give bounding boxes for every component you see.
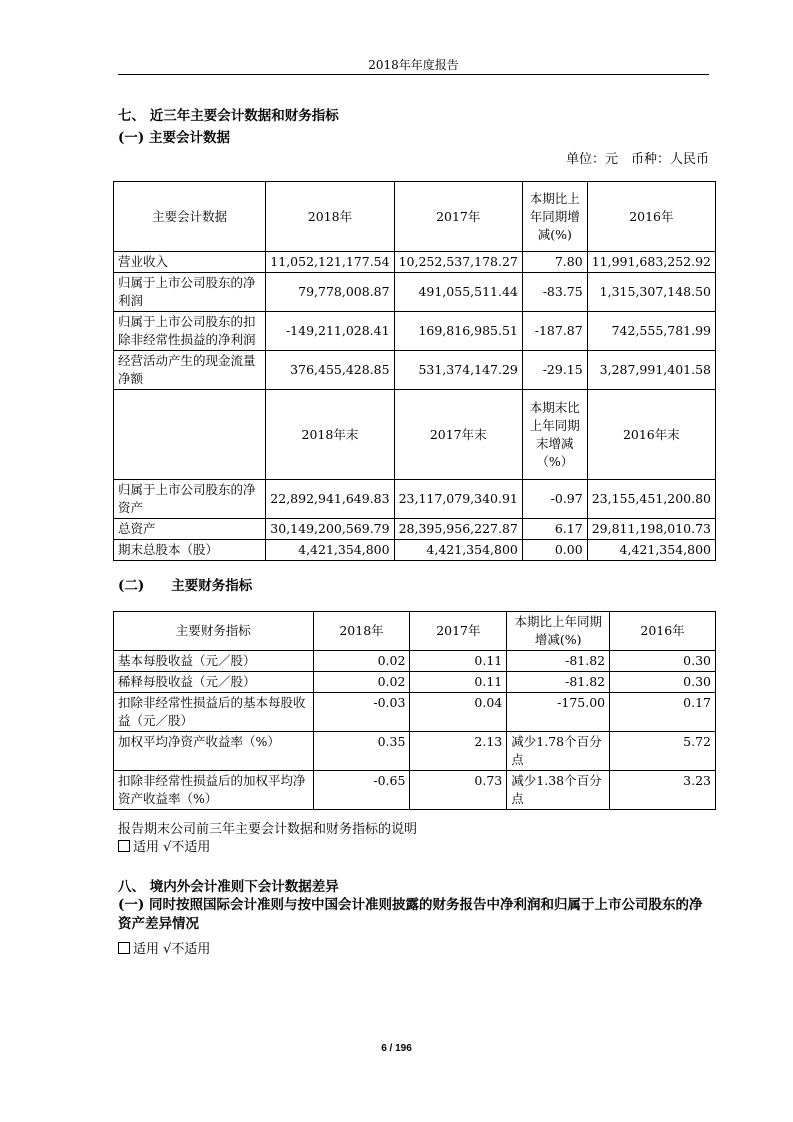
- table-row: [114, 651, 716, 672]
- table-row: [114, 672, 716, 693]
- table-row: [114, 312, 716, 351]
- value-cell: 7.80: [522, 252, 587, 273]
- unit-label: 单位：元 币种：人民币: [565, 152, 709, 167]
- value-cell: 5.72: [610, 732, 716, 771]
- value-cell: 531,374,147.29: [394, 351, 522, 390]
- value-cell: 0.30: [610, 672, 716, 693]
- value-cell: 4,421,354,800: [587, 540, 715, 561]
- value-cell: 0.04: [410, 693, 507, 732]
- table-row: [114, 480, 716, 519]
- value-cell: 减少1.38个百分点: [507, 771, 610, 810]
- value-cell: 376,455,428.85: [266, 351, 394, 390]
- header-cell: [114, 390, 266, 480]
- value-cell: 0.73: [410, 771, 507, 810]
- table-row: [114, 771, 716, 810]
- section-8-choice: [118, 938, 210, 957]
- table-row: [114, 540, 716, 561]
- choice-text: 适用 √不适用: [133, 942, 211, 957]
- value-cell: 22,892,941,649.83: [266, 480, 394, 519]
- row-label-cell: 基本每股收益（元／股）: [114, 651, 314, 672]
- value-cell: -81.82: [507, 651, 610, 672]
- header-cell: 主要财务指标: [114, 612, 314, 651]
- note-title: 报告期末公司前三年主要会计数据和财务指标的说明: [118, 822, 418, 837]
- header-cell: 2018年: [313, 612, 410, 651]
- header-cell: 本期比上年同期增减(%): [522, 182, 587, 252]
- value-cell: 0.11: [410, 672, 507, 693]
- row-label-cell: 扣除非经常性损益后的基本每股收益（元／股）: [114, 693, 314, 732]
- section-7-title: 七、 近三年主要会计数据和财务指标: [118, 108, 339, 124]
- header-cell: 2018年: [266, 182, 394, 252]
- table-header-row: [114, 182, 716, 252]
- value-cell: 10,252,537,178.27: [394, 252, 522, 273]
- page-header: 2018年年度报告: [368, 58, 459, 72]
- value-cell: 28,395,956,227.87: [394, 519, 522, 540]
- section-8-1-title: (一) 同时按照国际会计准则与按中国会计准则披露的财务报告中净利润和归属于上市公司股东的净资产差异情况: [118, 897, 703, 932]
- page-number: 6 / 196: [381, 1043, 412, 1054]
- value-cell: 23,155,451,200.80: [587, 480, 715, 519]
- value-cell: 169,816,985.51: [394, 312, 522, 351]
- value-cell: -81.82: [507, 672, 610, 693]
- value-cell: 11,991,683,252.92: [587, 252, 715, 273]
- value-cell: 3,287,991,401.58: [587, 351, 715, 390]
- row-label-cell: 归属于上市公司股东的净利润: [114, 273, 266, 312]
- value-cell: -29.15: [522, 351, 587, 390]
- value-cell: 11,052,121,177.54: [266, 252, 394, 273]
- row-label-cell: 扣除非经常性损益后的加权平均净资产收益率（%）: [114, 771, 314, 810]
- row-label-cell: 总资产: [114, 519, 266, 540]
- header-cell: 本期比上年同期增减(%): [507, 612, 610, 651]
- value-cell: 23,117,079,340.91: [394, 480, 522, 519]
- value-cell: 6.17: [522, 519, 587, 540]
- row-label-cell: 加权平均净资产收益率（%）: [114, 732, 314, 771]
- table-row: [114, 693, 716, 732]
- section-8-title: 八、 境内外会计准则下会计数据差异: [118, 879, 339, 895]
- checkbox-icon: [118, 942, 130, 954]
- header-cell: 本期末比上年同期末增减（%）: [522, 390, 587, 480]
- table-row: [114, 252, 716, 273]
- value-cell: 3.23: [610, 771, 716, 810]
- value-cell: 4,421,354,800: [266, 540, 394, 561]
- header-cell: 2017年: [394, 182, 522, 252]
- header-cell: 2018年末: [266, 390, 394, 480]
- header-cell: 2017年末: [394, 390, 522, 480]
- value-cell: 2.13: [410, 732, 507, 771]
- financial-indicators-table: [113, 611, 716, 810]
- value-cell: 1,315,307,148.50: [587, 273, 715, 312]
- section-7-1-title: (一) 主要会计数据: [118, 130, 230, 146]
- table-row: [114, 732, 716, 771]
- value-cell: -0.97: [522, 480, 587, 519]
- row-label-cell: 归属于上市公司股东的净资产: [114, 480, 266, 519]
- row-label-cell: 稀释每股收益（元／股）: [114, 672, 314, 693]
- section-7-2-title: (二) 主要财务指标: [118, 578, 253, 594]
- value-cell: 减少1.78个百分点: [507, 732, 610, 771]
- value-cell: 30,149,200,569.79: [266, 519, 394, 540]
- row-label-cell: 期末总股本（股）: [114, 540, 266, 561]
- table-row: [114, 519, 716, 540]
- value-cell: -175.00: [507, 693, 610, 732]
- table-header-row: [114, 390, 716, 480]
- value-cell: 0.02: [313, 672, 410, 693]
- table-row: [114, 351, 716, 390]
- value-cell: 4,421,354,800: [394, 540, 522, 561]
- header-cell: 2016年: [587, 182, 715, 252]
- accounting-data-table: [113, 181, 716, 561]
- header-cell: 2016年末: [587, 390, 715, 480]
- value-cell: 0.17: [610, 693, 716, 732]
- header-cell: 2016年: [610, 612, 716, 651]
- value-cell: 0.00: [522, 540, 587, 561]
- value-cell: 29,811,198,010.73: [587, 519, 715, 540]
- choice-text: 适用 √不适用: [133, 840, 211, 855]
- value-cell: 0.35: [313, 732, 410, 771]
- value-cell: -187.87: [522, 312, 587, 351]
- value-cell: 0.02: [313, 651, 410, 672]
- value-cell: 0.30: [610, 651, 716, 672]
- header-cell: 主要会计数据: [114, 182, 266, 252]
- table-header-row: [114, 612, 716, 651]
- value-cell: 491,055,511.44: [394, 273, 522, 312]
- row-label-cell: 归属于上市公司股东的扣除非经常性损益的净利润: [114, 312, 266, 351]
- header-rule: [118, 74, 709, 75]
- value-cell: -83.75: [522, 273, 587, 312]
- table-row: [114, 273, 716, 312]
- value-cell: -0.65: [313, 771, 410, 810]
- header-cell: 2017年: [410, 612, 507, 651]
- value-cell: -0.03: [313, 693, 410, 732]
- value-cell: 0.11: [410, 651, 507, 672]
- row-label-cell: 经营活动产生的现金流量净额: [114, 351, 266, 390]
- checkbox-icon: [118, 840, 130, 852]
- row-label-cell: 营业收入: [114, 252, 266, 273]
- value-cell: 79,778,008.87: [266, 273, 394, 312]
- value-cell: 742,555,781.99: [587, 312, 715, 351]
- value-cell: -149,211,028.41: [266, 312, 394, 351]
- note-choice: [118, 836, 210, 855]
